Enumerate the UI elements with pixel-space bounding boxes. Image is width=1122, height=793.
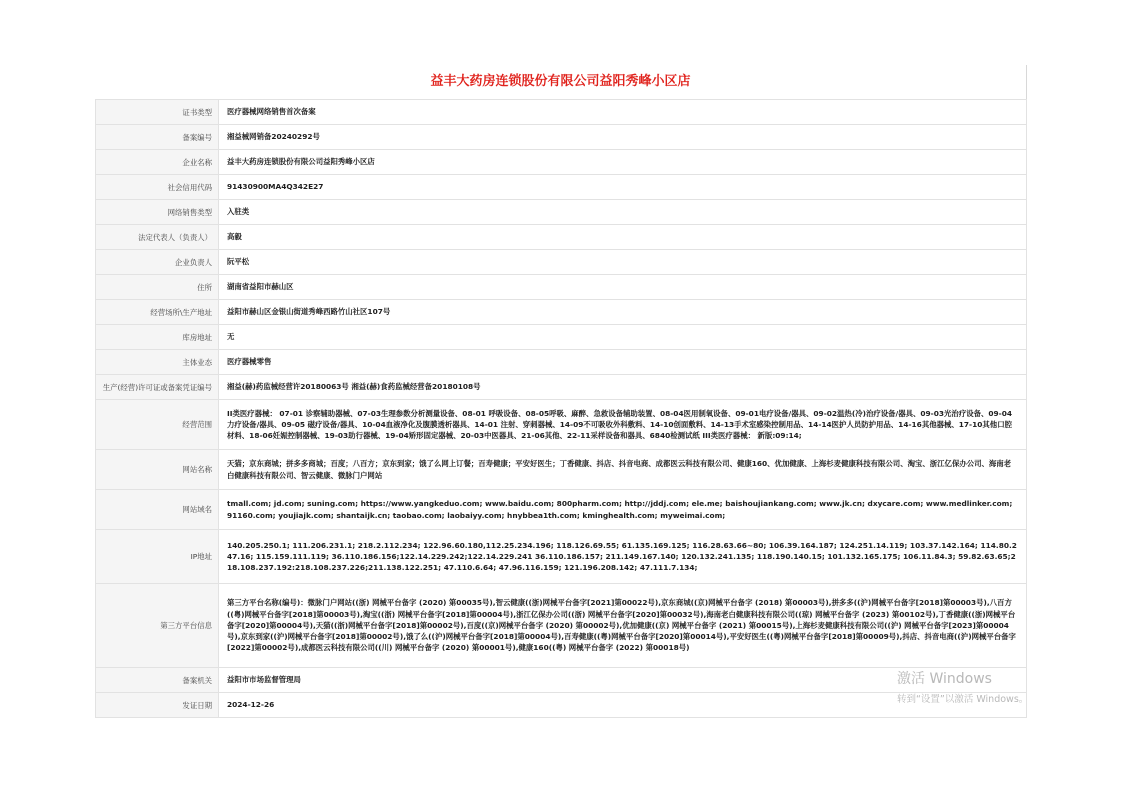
table-row	[96, 325, 1027, 350]
field-label: 经营范围	[96, 400, 219, 450]
field-label: 发证日期	[96, 693, 219, 718]
table-row	[96, 250, 1027, 275]
field-label: 住所	[96, 275, 219, 300]
table-row	[96, 584, 1027, 668]
field-label: 备案编号	[96, 125, 219, 150]
record-sheet	[95, 65, 1027, 718]
field-value: 益阳市赫山区金银山街道秀峰西路竹山社区107号	[219, 300, 1027, 325]
field-value: 第三方平台名称(编号)：微脉门户网站((浙) 网械平台备字 (2020) 第00035号),智云健康((浙)网械平台备字[2021]第00022号),京东商城((京)网械平台备字 (2018) 第00003号),拼多多((沪)网械平台备字[2018]第00003号),八百方((粤)网械平台备字[2018]第00003号),淘宝((浙) 网械平台备字[2018]第00004号),浙江亿保办公司((浙) 网械平台备字[2020]第00032号),海南老白健康科技有限公司((琼) 网械平台备字 (2023) 第00102号),丁香健康((浙)网械平台备字[2020]第00004号),天猫((浙)网械平台备字[2018]第00002号),百度((京)网械平台备字 (2020) 第00002号),优加健康((京) 网械平台备字 (2021) 第00015号),上海杉麦健康科技有限公司((沪) 网械平台备字[2023]第00004号),京东到家((沪)网械平台备字[2018]第00002号),饿了么((沪)网械平台备字[2018]第00004号),百寿健康((粤)网械平台备字[2020]第00014号),平安好医生((粤)网械平台备字[2018]第00009号),抖店、抖音电商((沪)网械平台备字[2022]第00002号),成都医云科技有限公司((川) 网械平台备字 (2020) 第00001号),健康160((粤) 网械平台备字 (2022) 第00018号)	[219, 584, 1027, 668]
field-label: 网站名称	[96, 450, 219, 490]
record-table	[95, 99, 1027, 718]
watermark-title: 激活 Windows	[897, 671, 992, 687]
field-value: 高毅	[219, 225, 1027, 250]
field-value: 湖南省益阳市赫山区	[219, 275, 1027, 300]
field-label: 第三方平台信息	[96, 584, 219, 668]
field-value: 益丰大药房连锁股份有限公司益阳秀峰小区店	[219, 150, 1027, 175]
watermark-hint: 转到“设置”以激活 Windows。	[897, 694, 1029, 705]
table-row	[96, 300, 1027, 325]
field-value: 140.205.250.1; 111.206.231.1; 218.2.112.234; 122.96.60.180,112.25.234.196; 118.126.69.55; 61.135.169.125; 116.28.63.66~80; 106.39.164.187; 124.251.14.119; 103.37.142.164; 114.80.247.16; 115.159.111.119; 36.110.186.156;122.14.229.242;122.14.229.241 36.110.186.157; 211.149.167.140; 120.132.241.135; 118.190.140.15; 101.132.165.175; 106.11.84.3; 59.82.63.65;218.108.237.192:218.108.237.226;211.138.122.251; 47.110.6.64; 47.96.116.159; 121.196.208.142; 47.111.7.134;	[219, 530, 1027, 584]
table-row	[96, 530, 1027, 584]
field-value: 湘益械网销备20240292号	[219, 125, 1027, 150]
field-value: II类医疗器械： 07-01 诊察辅助器械、07-03生理参数分析测量设备、08-01 呼吸设备、08-05呼吸、麻醉、急救设备辅助装置、08-04医用制氧设备、09-01电疗设备/器具、09-02温热(冷)治疗设备/器具、09-03光治疗设备、09-04力疗设备/器具、09-05 磁疗设备/器具、10-04血液净化及腹膜透析器具、14-01 注射、穿刺器械、14-09不可吸收外科敷料、14-10创面敷料、14-13手术室感染控制用品、14-14医护人员防护用品、14-16其他器械、17-10其他口腔材料、18-06妊娠控制器械、19-03助行器械、19-04矫形固定器械、20-03中医器具、21-06其他、22-11采样设备和器具、6840检测试纸 III类医疗器械： 新版:09:14;	[219, 400, 1027, 450]
table-row	[96, 490, 1027, 530]
table-row	[96, 175, 1027, 200]
field-label: 企业名称	[96, 150, 219, 175]
table-row	[96, 350, 1027, 375]
field-value: 阮平松	[219, 250, 1027, 275]
table-row	[96, 200, 1027, 225]
table-row	[96, 150, 1027, 175]
table-row	[96, 668, 1027, 693]
table-row	[96, 400, 1027, 450]
field-value: tmall.com; jd.com; suning.com; https://www.yangkeduo.com; www.baidu.com; 800pharm.com; http://jddj.com; ele.me; baishoujiankang.com; www.jk.cn; dxycare.com; www.medlinker.com; 91160.com; youjiajk.com; shantaijk.cn; taobao.com; laobaiyy.com; hnybbea1th.com; kminghealth.com; myweimai.com;	[219, 490, 1027, 530]
field-label: 网络销售类型	[96, 200, 219, 225]
field-label: 经营场所\生产地址	[96, 300, 219, 325]
table-row	[96, 375, 1027, 400]
field-label: 主体业态	[96, 350, 219, 375]
field-label: 法定代表人（负责人）	[96, 225, 219, 250]
table-row	[96, 125, 1027, 150]
field-value: 无	[219, 325, 1027, 350]
field-value: 天猫；京东商城；拼多多商城；百度；八百方；京东到家；饿了么网上订餐；百寿健康；平安好医生；丁香健康、抖店、抖音电商、成都医云科技有限公司、健康160、优加健康、上海杉麦健康科技有限公司、淘宝、浙江亿保办公司、海南老白健康科技有限公司、智云健康、微脉门户网站	[219, 450, 1027, 490]
field-value: 湘益(赫)药监械经营许20180063号 湘益(赫)食药监械经营备20180108号	[219, 375, 1027, 400]
table-row	[96, 450, 1027, 490]
table-row	[96, 693, 1027, 718]
page-title: 益丰大药房连锁股份有限公司益阳秀峰小区店	[95, 65, 1027, 99]
field-value: 2024-12-26	[219, 693, 1027, 718]
table-row	[96, 100, 1027, 125]
field-label: 社会信用代码	[96, 175, 219, 200]
field-label: IP地址	[96, 530, 219, 584]
field-value: 91430900MA4Q342E27	[219, 175, 1027, 200]
field-value: 益阳市市场监督管理局	[219, 668, 1027, 693]
field-label: 企业负责人	[96, 250, 219, 275]
table-row	[96, 225, 1027, 250]
field-label: 网站域名	[96, 490, 219, 530]
field-label: 证书类型	[96, 100, 219, 125]
field-label: 生产(经营)许可证或备案凭证编号	[96, 375, 219, 400]
field-value: 入驻类	[219, 200, 1027, 225]
table-row	[96, 275, 1027, 300]
field-label: 库房地址	[96, 325, 219, 350]
field-value: 医疗器械网络销售首次备案	[219, 100, 1027, 125]
field-value: 医疗器械零售	[219, 350, 1027, 375]
field-label: 备案机关	[96, 668, 219, 693]
